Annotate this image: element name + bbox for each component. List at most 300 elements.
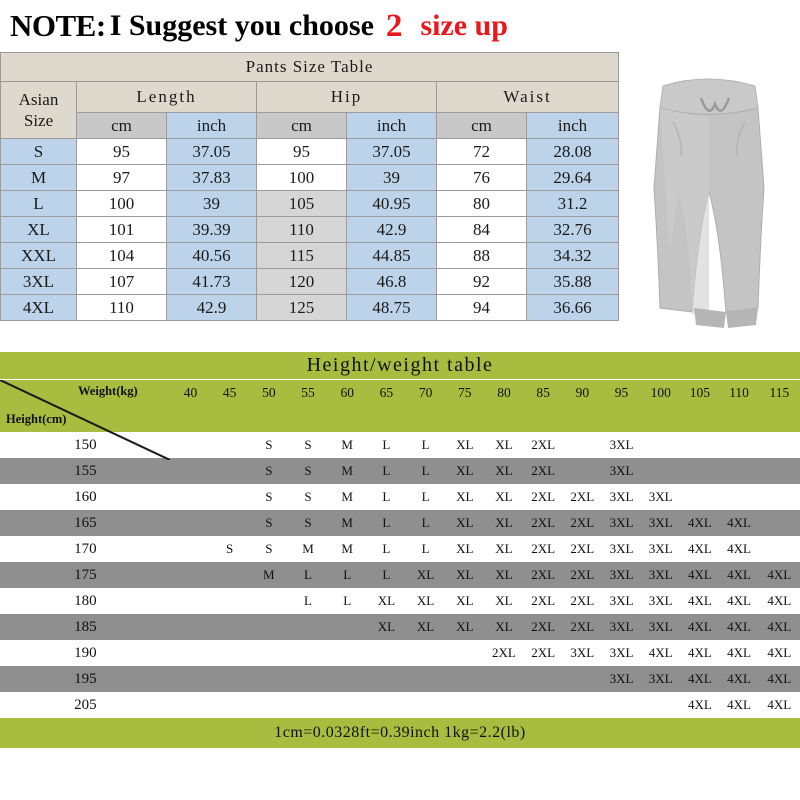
size-cell xyxy=(406,666,445,692)
size-table-title: Pants Size Table xyxy=(1,53,619,82)
size-cell xyxy=(249,692,288,718)
size-cell: 3XL xyxy=(641,666,680,692)
height-cell: 165 xyxy=(0,510,171,536)
size-cell: 4XL xyxy=(719,666,758,692)
value-cell: 41.73 xyxy=(167,269,257,295)
size-cell: 4XL xyxy=(759,666,800,692)
unit-hip-cm: cm xyxy=(257,113,347,139)
size-cell: 4XL xyxy=(680,536,719,562)
value-cell: 42.9 xyxy=(167,295,257,321)
size-cell: 3XL xyxy=(602,510,641,536)
value-cell: 88 xyxy=(437,243,527,269)
size-cell: L xyxy=(406,432,445,458)
size-cell xyxy=(328,666,367,692)
size-cell xyxy=(288,666,327,692)
size-cell: XL xyxy=(445,458,484,484)
unit-length-cm: cm xyxy=(77,113,167,139)
height-cell: 170 xyxy=(0,536,171,562)
size-cell: M xyxy=(1,165,77,191)
size-cell xyxy=(759,510,800,536)
size-cell: 2XL xyxy=(524,510,563,536)
size-cell xyxy=(171,484,210,510)
size-cell: XL xyxy=(367,588,406,614)
size-cell xyxy=(602,692,641,718)
size-cell: 3XL xyxy=(641,510,680,536)
size-cell: S xyxy=(249,510,288,536)
size-cell: 3XL xyxy=(602,666,641,692)
size-cell xyxy=(210,562,249,588)
value-cell: 28.08 xyxy=(527,139,619,165)
size-cell: L xyxy=(367,484,406,510)
size-cell: 3XL xyxy=(641,536,680,562)
table-row xyxy=(1,139,619,165)
product-photo xyxy=(621,52,797,352)
size-cell: L xyxy=(406,510,445,536)
size-cell: 2XL xyxy=(563,562,602,588)
size-cell: 2XL xyxy=(524,458,563,484)
size-cell xyxy=(210,640,249,666)
size-cell xyxy=(719,484,758,510)
size-cell: XL xyxy=(484,458,523,484)
weight-header-row xyxy=(0,380,800,406)
conversion-footer: 1cm=0.0328ft=0.39inch 1kg=2.2(lb) xyxy=(0,718,800,748)
size-cell: 2XL xyxy=(563,484,602,510)
unit-hip-inch: inch xyxy=(347,113,437,139)
size-cell: 3XL xyxy=(602,562,641,588)
size-cell xyxy=(328,640,367,666)
size-cell: L xyxy=(328,562,367,588)
size-cell: 4XL xyxy=(680,666,719,692)
weight-header-cell: 55 xyxy=(288,380,327,406)
size-cell: S xyxy=(288,458,327,484)
size-cell: 3XL xyxy=(602,588,641,614)
table-row xyxy=(1,217,619,243)
size-cell xyxy=(759,458,800,484)
size-cell: L xyxy=(367,510,406,536)
size-cell xyxy=(445,666,484,692)
size-cell: 3XL xyxy=(641,614,680,640)
value-cell: 72 xyxy=(437,139,527,165)
size-cell: XL xyxy=(406,562,445,588)
size-cell: S xyxy=(249,536,288,562)
size-cell: 4XL xyxy=(680,562,719,588)
size-cell: S xyxy=(249,484,288,510)
note-banner xyxy=(0,0,800,52)
size-cell xyxy=(367,692,406,718)
size-cell: 2XL xyxy=(524,484,563,510)
weight-header-cell: 40 xyxy=(171,380,210,406)
weight-header-cell: 110 xyxy=(719,380,758,406)
value-cell: 36.66 xyxy=(527,295,619,321)
size-cell: 4XL xyxy=(680,614,719,640)
size-cell xyxy=(759,484,800,510)
value-cell: 84 xyxy=(437,217,527,243)
table-row xyxy=(0,640,800,666)
group-header-hip: Hip xyxy=(257,82,437,113)
size-cell: 2XL xyxy=(524,562,563,588)
size-cell: 4XL xyxy=(759,562,800,588)
size-cell: 3XL xyxy=(563,640,602,666)
value-cell: 37.83 xyxy=(167,165,257,191)
size-cell xyxy=(210,484,249,510)
size-cell: 3XL xyxy=(1,269,77,295)
size-cell: 4XL xyxy=(680,692,719,718)
size-cell: L xyxy=(367,432,406,458)
weight-header-cell: 95 xyxy=(602,380,641,406)
size-cell: L xyxy=(367,458,406,484)
size-cell xyxy=(524,692,563,718)
value-cell: 80 xyxy=(437,191,527,217)
size-cell: 2XL xyxy=(484,640,523,666)
size-cell xyxy=(641,692,680,718)
size-cell: XL xyxy=(445,614,484,640)
table-row xyxy=(0,666,800,692)
size-cell xyxy=(210,458,249,484)
weight-header-cell: 60 xyxy=(328,380,367,406)
size-cell: S xyxy=(249,432,288,458)
size-cell: 4XL xyxy=(719,510,758,536)
size-cell: 2XL xyxy=(563,536,602,562)
value-cell: 40.56 xyxy=(167,243,257,269)
value-cell: 105 xyxy=(257,191,347,217)
size-cell: XL xyxy=(484,536,523,562)
size-cell xyxy=(641,432,680,458)
size-cell: XL xyxy=(406,614,445,640)
weight-header-cell: 80 xyxy=(484,380,523,406)
size-cell xyxy=(680,432,719,458)
table-row xyxy=(0,536,800,562)
size-cell: 2XL xyxy=(524,614,563,640)
size-cell xyxy=(680,484,719,510)
size-cell xyxy=(171,614,210,640)
size-cell: 4XL xyxy=(680,588,719,614)
size-cell: XL xyxy=(445,510,484,536)
value-cell: 37.05 xyxy=(347,139,437,165)
size-cell: S xyxy=(249,458,288,484)
size-cell: M xyxy=(328,458,367,484)
weight-header-cell: 50 xyxy=(249,380,288,406)
group-header-length: Length xyxy=(77,82,257,113)
value-cell: 100 xyxy=(77,191,167,217)
size-cell: 3XL xyxy=(641,484,680,510)
value-cell: 29.64 xyxy=(527,165,619,191)
value-cell: 39 xyxy=(167,191,257,217)
size-cell xyxy=(210,666,249,692)
size-cell: L xyxy=(288,588,327,614)
weight-header-cell: 45 xyxy=(210,380,249,406)
size-cell: 3XL xyxy=(602,640,641,666)
size-cell: 2XL xyxy=(524,536,563,562)
size-cell xyxy=(563,458,602,484)
size-cell: 4XL xyxy=(719,588,758,614)
size-cell xyxy=(563,692,602,718)
size-cell xyxy=(288,692,327,718)
size-cell: M xyxy=(328,510,367,536)
size-cell xyxy=(210,588,249,614)
size-cell xyxy=(406,640,445,666)
size-cell: M xyxy=(288,536,327,562)
size-cell: L xyxy=(406,458,445,484)
size-cell: L xyxy=(328,588,367,614)
size-cell: L xyxy=(1,191,77,217)
value-cell: 48.75 xyxy=(347,295,437,321)
value-cell: 97 xyxy=(77,165,167,191)
size-cell: S xyxy=(288,484,327,510)
size-cell: XL xyxy=(445,588,484,614)
size-cell: 4XL xyxy=(719,536,758,562)
weight-header-cell: 115 xyxy=(759,380,800,406)
size-cell: XL xyxy=(484,588,523,614)
axis-corner-cell xyxy=(0,380,171,432)
size-cell: M xyxy=(328,484,367,510)
weight-header-cell: 100 xyxy=(641,380,680,406)
note-label: NOTE: xyxy=(10,8,106,43)
size-cell: 3XL xyxy=(641,562,680,588)
size-cell: M xyxy=(249,562,288,588)
size-cell: XL xyxy=(445,432,484,458)
size-cell xyxy=(210,692,249,718)
size-cell: 4XL xyxy=(1,295,77,321)
value-cell: 110 xyxy=(257,217,347,243)
size-cell: 4XL xyxy=(759,692,800,718)
table-row xyxy=(1,191,619,217)
height-axis-label: Height(cm) xyxy=(6,412,67,426)
value-cell: 125 xyxy=(257,295,347,321)
size-cell: 3XL xyxy=(602,484,641,510)
size-cell: XL xyxy=(445,484,484,510)
size-cell: 3XL xyxy=(602,458,641,484)
size-cell xyxy=(680,458,719,484)
asian-size-line2: Size xyxy=(23,111,54,130)
size-cell: L xyxy=(288,562,327,588)
size-cell: 4XL xyxy=(759,588,800,614)
size-cell: XL xyxy=(406,588,445,614)
size-cell: 4XL xyxy=(759,614,800,640)
size-cell xyxy=(484,666,523,692)
weight-header-cell: 105 xyxy=(680,380,719,406)
size-cell: L xyxy=(367,562,406,588)
size-cell xyxy=(171,432,210,458)
table-row xyxy=(0,588,800,614)
size-cell xyxy=(171,588,210,614)
value-cell: 95 xyxy=(257,139,347,165)
note-tail: size up xyxy=(420,9,508,42)
value-cell: 46.8 xyxy=(347,269,437,295)
size-cell: M xyxy=(328,432,367,458)
size-cell: S xyxy=(210,536,249,562)
size-cell xyxy=(210,432,249,458)
value-cell: 92 xyxy=(437,269,527,295)
weight-header-cell: 70 xyxy=(406,380,445,406)
asian-size-header xyxy=(1,82,77,139)
table-row xyxy=(0,458,800,484)
value-cell: 35.88 xyxy=(527,269,619,295)
height-cell: 155 xyxy=(0,458,171,484)
size-cell xyxy=(288,640,327,666)
size-cell xyxy=(524,666,563,692)
size-cell: M xyxy=(328,536,367,562)
size-cell: L xyxy=(406,536,445,562)
height-cell: 185 xyxy=(0,614,171,640)
size-cell: 2XL xyxy=(524,432,563,458)
height-weight-title: Height/weight table xyxy=(0,352,800,380)
size-cell: XXL xyxy=(1,243,77,269)
size-cell: XL xyxy=(484,562,523,588)
size-cell: S xyxy=(1,139,77,165)
value-cell: 44.85 xyxy=(347,243,437,269)
value-cell: 110 xyxy=(77,295,167,321)
value-cell: 120 xyxy=(257,269,347,295)
size-cell xyxy=(719,458,758,484)
value-cell: 107 xyxy=(77,269,167,295)
value-cell: 32.76 xyxy=(527,217,619,243)
size-cell: 2XL xyxy=(524,588,563,614)
size-cell: 4XL xyxy=(680,510,719,536)
size-cell: 3XL xyxy=(602,614,641,640)
size-cell xyxy=(719,432,758,458)
size-cell xyxy=(171,562,210,588)
size-cell: XL xyxy=(484,510,523,536)
height-weight-section xyxy=(0,352,800,748)
unit-header-row xyxy=(1,113,619,139)
pants-size-table xyxy=(0,52,619,321)
weight-header-cell: 65 xyxy=(367,380,406,406)
size-cell xyxy=(563,666,602,692)
unit-length-inch: inch xyxy=(167,113,257,139)
value-cell: 34.32 xyxy=(527,243,619,269)
weight-axis-label: Weight(kg) xyxy=(78,384,138,398)
table-row xyxy=(1,269,619,295)
value-cell: 115 xyxy=(257,243,347,269)
size-cell xyxy=(171,510,210,536)
value-cell: 40.95 xyxy=(347,191,437,217)
size-cell: XL xyxy=(445,536,484,562)
height-cell: 150 xyxy=(0,432,171,458)
size-cell xyxy=(171,458,210,484)
table-row xyxy=(0,692,800,718)
unit-waist-cm: cm xyxy=(437,113,527,139)
table-row xyxy=(1,295,619,321)
note-number: 2 xyxy=(385,7,403,44)
size-cell: 2XL xyxy=(524,640,563,666)
size-cell xyxy=(563,432,602,458)
size-cell: 4XL xyxy=(641,640,680,666)
size-cell: L xyxy=(367,536,406,562)
size-cell xyxy=(210,614,249,640)
group-header-waist: Waist xyxy=(437,82,619,113)
height-weight-table xyxy=(0,380,800,718)
size-cell xyxy=(171,640,210,666)
size-cell: 3XL xyxy=(641,588,680,614)
value-cell: 101 xyxy=(77,217,167,243)
size-cell xyxy=(249,614,288,640)
height-cell: 160 xyxy=(0,484,171,510)
value-cell: 95 xyxy=(77,139,167,165)
weight-header-cell: 75 xyxy=(445,380,484,406)
top-section xyxy=(0,52,800,352)
size-cell xyxy=(171,692,210,718)
size-cell: 4XL xyxy=(759,640,800,666)
size-cell xyxy=(328,692,367,718)
height-cell: 190 xyxy=(0,640,171,666)
table-row xyxy=(0,562,800,588)
table-row xyxy=(1,165,619,191)
size-cell: 2XL xyxy=(563,510,602,536)
size-cell xyxy=(484,692,523,718)
size-cell: XL xyxy=(484,432,523,458)
height-cell: 195 xyxy=(0,666,171,692)
size-cell: 3XL xyxy=(602,432,641,458)
size-cell: XL xyxy=(484,614,523,640)
table-row xyxy=(1,243,619,269)
size-cell xyxy=(445,640,484,666)
size-cell xyxy=(759,432,800,458)
value-cell: 76 xyxy=(437,165,527,191)
size-cell xyxy=(288,614,327,640)
value-cell: 39 xyxy=(347,165,437,191)
size-cell xyxy=(328,614,367,640)
value-cell: 31.2 xyxy=(527,191,619,217)
size-cell xyxy=(249,640,288,666)
size-cell: 4XL xyxy=(719,640,758,666)
joggers-illustration xyxy=(621,52,797,352)
value-cell: 94 xyxy=(437,295,527,321)
value-cell: 37.05 xyxy=(167,139,257,165)
header-spacer xyxy=(171,406,800,432)
size-cell xyxy=(367,666,406,692)
value-cell: 104 xyxy=(77,243,167,269)
size-cell xyxy=(171,666,210,692)
height-cell: 180 xyxy=(0,588,171,614)
size-cell: XL xyxy=(445,562,484,588)
size-cell xyxy=(249,666,288,692)
height-cell: 175 xyxy=(0,562,171,588)
size-cell xyxy=(171,536,210,562)
size-cell xyxy=(406,692,445,718)
height-cell: 205 xyxy=(0,692,171,718)
weight-header-cell: 85 xyxy=(524,380,563,406)
size-cell: L xyxy=(406,484,445,510)
table-row xyxy=(0,614,800,640)
size-cell: S xyxy=(288,510,327,536)
value-cell: 39.39 xyxy=(167,217,257,243)
unit-waist-inch: inch xyxy=(527,113,619,139)
size-cell xyxy=(641,458,680,484)
size-cell: 3XL xyxy=(602,536,641,562)
asian-size-line1: Asian xyxy=(18,89,59,109)
size-cell xyxy=(445,692,484,718)
size-cell: 4XL xyxy=(719,562,758,588)
size-cell: XL xyxy=(367,614,406,640)
note-text: I Suggest you choose xyxy=(109,9,374,42)
size-cell: 4XL xyxy=(680,640,719,666)
size-cell xyxy=(249,588,288,614)
size-cell: 2XL xyxy=(563,588,602,614)
table-row xyxy=(0,484,800,510)
table-row xyxy=(0,510,800,536)
size-cell: XL xyxy=(484,484,523,510)
size-cell: 2XL xyxy=(563,614,602,640)
size-cell xyxy=(759,536,800,562)
size-cell: XL xyxy=(1,217,77,243)
size-cell xyxy=(210,510,249,536)
value-cell: 100 xyxy=(257,165,347,191)
size-cell xyxy=(367,640,406,666)
value-cell: 42.9 xyxy=(347,217,437,243)
size-cell: 4XL xyxy=(719,614,758,640)
weight-header-cell: 90 xyxy=(563,380,602,406)
size-cell: 4XL xyxy=(719,692,758,718)
